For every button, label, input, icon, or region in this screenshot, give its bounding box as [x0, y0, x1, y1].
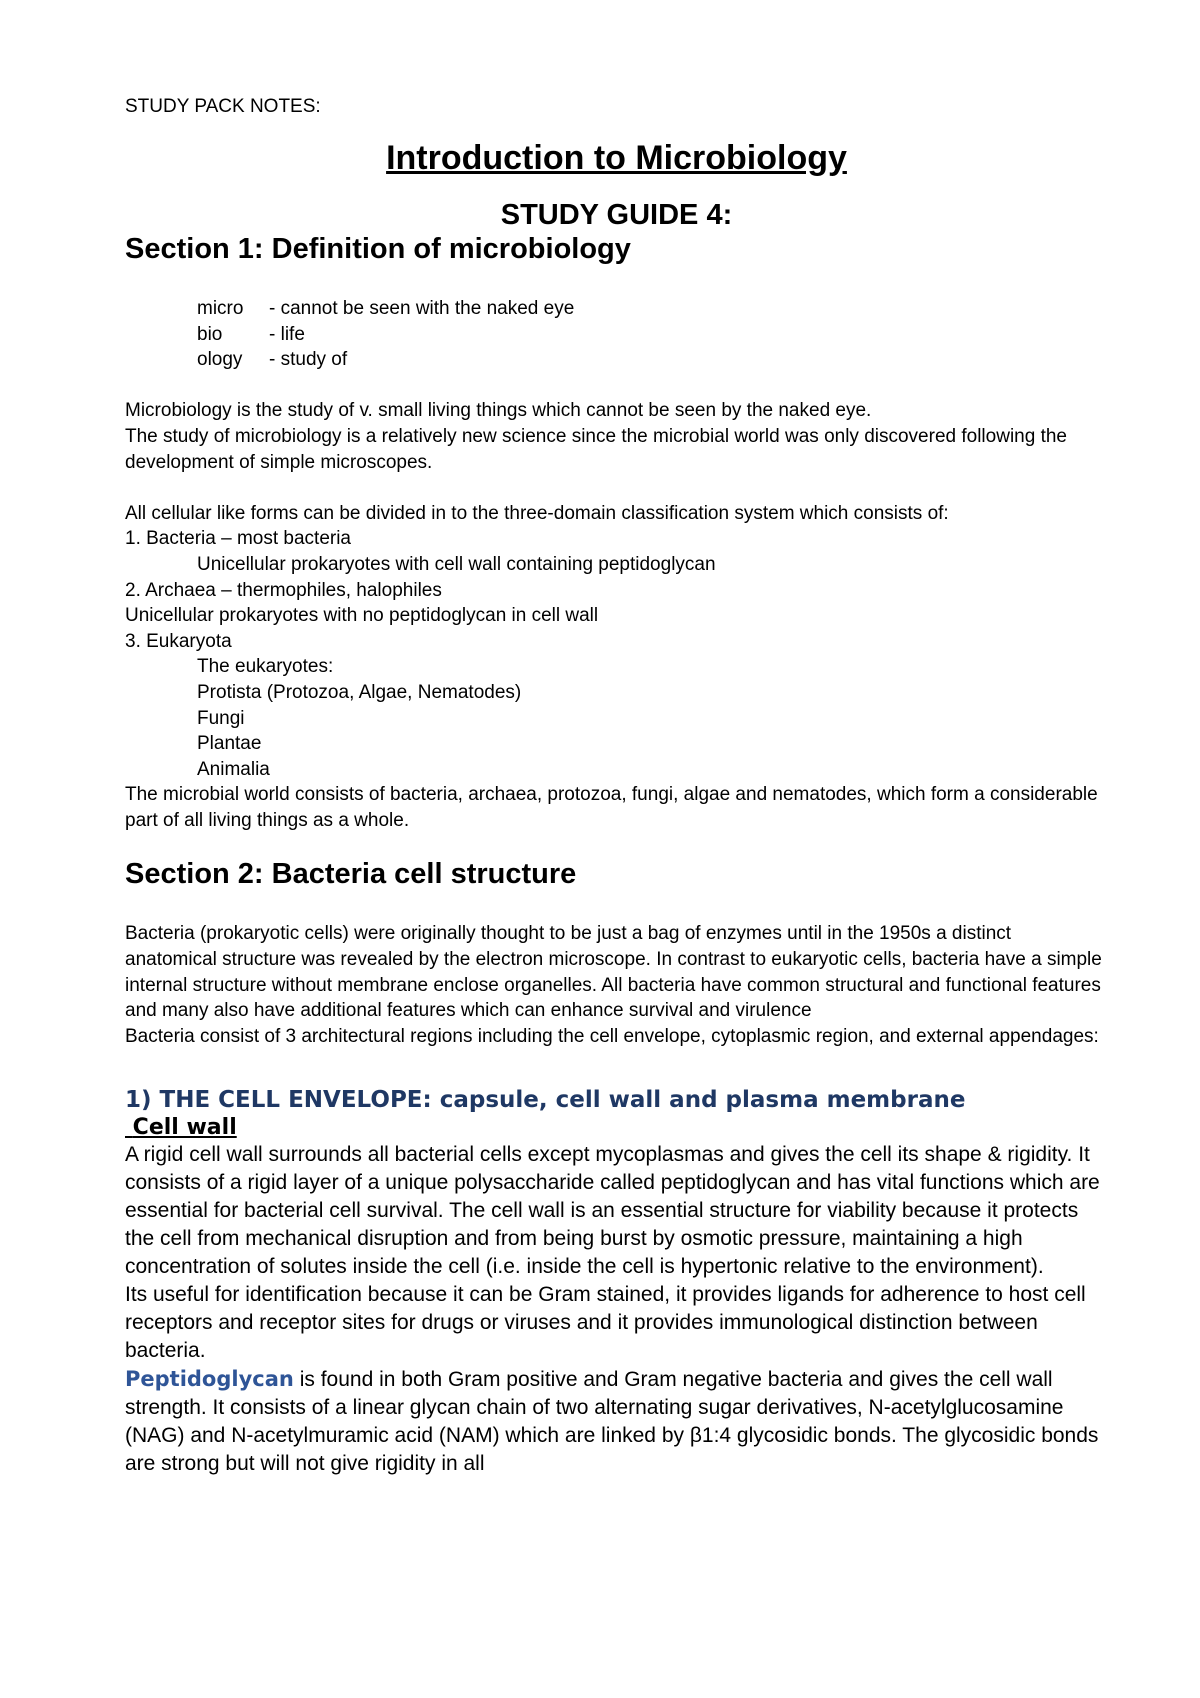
definition-term: ology — [197, 349, 243, 371]
history-paragraph: The study of microbiology is a relatively new science since the microbial world was only discovered following the development of simple microscopes. — [125, 425, 1067, 473]
cell-wall-heading-text: Cell wall — [132, 1115, 237, 1141]
eukaryote-item: The eukaryotes: — [197, 656, 334, 678]
eukaryote-item: Animalia — [197, 758, 270, 780]
study-guide-title: STUDY GUIDE 4: — [500, 199, 733, 231]
domain-archaea: 2. Archaea – thermophiles, halophiles — [125, 579, 442, 601]
definition-meaning: - cannot be seen with the naked eye — [269, 298, 575, 319]
cell-wall-heading — [125, 1115, 1108, 1141]
architecture-paragraph: Bacteria consist of 3 architectural regions including the cell envelope, cytoplasmic region, and external appendages: — [125, 1025, 1099, 1047]
domain-archaea-desc: Unicellular prokaryotes with no peptidoglycan in cell wall — [125, 605, 599, 627]
definition-term: micro — [197, 298, 244, 319]
domain-bacteria-desc: Unicellular prokaryotes with cell wall containing peptidoglycan — [197, 553, 716, 575]
eukaryote-item: Protista (Protozoa, Algae, Nematodes) — [197, 681, 522, 703]
definition-meaning: - life — [269, 323, 305, 345]
definition-row — [125, 322, 1108, 348]
cell-wall-body — [125, 1141, 1108, 1478]
definition-row — [125, 347, 1108, 373]
domain-bacteria: 1. Bacteria – most bacteria — [125, 528, 351, 550]
section-2-heading: Section 2: Bacteria cell structure — [125, 858, 577, 891]
cell-wall-paragraph: A rigid cell wall surrounds all bacterial cells except mycoplasmas and gives the cell its shape & rigidity. It consists of a rigid layer of a unique polysaccharide called peptidoglycan and has vital functions which are essential for bacterial cell survival. The cell wall is an essential structure for viability because it protects the cell from mechanical disruption and from being burst by osmotic pressure, maintaining a high concentration of solutes inside the cell (i.e. inside the cell is hypertonic relative to the environment). — [125, 1143, 1100, 1279]
definition-term: bio — [197, 323, 223, 345]
microbial-world-paragraph: The microbial world consists of bacteria, archaea, protozoa, fungi, algae and nematodes, which form a considerable part of all living things as a whole. — [125, 784, 1098, 831]
section-1-heading: Section 1: Definition of microbiology — [125, 233, 631, 265]
definition-meaning: - study of — [269, 349, 348, 371]
peptidoglycan-text: is found in both Gram positive and Gram negative bacteria and gives the cell wall strength. It consists of a linear glycan chain of two alternating sugar derivatives, N-acetylglucosamine (NAG) and N-acetylmuramic acid (NAM) which are linked by β1:4 glycosidic bonds. The glycosidic bonds are strong but will not give rigidity in all — [125, 1368, 1099, 1476]
definition-paragraph: Microbiology is the study of v. small living things which cannot be seen by the naked eye. — [125, 400, 872, 422]
identification-paragraph: Its useful for identification because it can be Gram stained, it provides ligands for adherence to host cell receptors and receptor sites for drugs or viruses and it provides immunological distinction between bacteria. — [125, 1283, 1086, 1363]
eukaryote-item: Fungi — [197, 707, 245, 729]
peptidoglycan-term: Peptidoglycan — [125, 1367, 294, 1392]
study-pack-label: STUDY PACK NOTES: — [125, 96, 321, 117]
domain-eukaryota: 3. Eukaryota — [125, 630, 232, 652]
cell-envelope-heading: 1) THE CELL ENVELOPE: capsule, cell wall and plasma membrane — [125, 1087, 966, 1114]
peptidoglycan-paragraph — [125, 1365, 1108, 1478]
definition-row — [125, 296, 1108, 322]
eukaryote-item: Plantae — [197, 733, 262, 755]
definition-list — [125, 296, 1108, 373]
bacteria-intro-paragraph: Bacteria (prokaryotic cells) were originally thought to be just a bag of enzymes until in the 1950s a distinct anatomical structure was revealed by the electron microscope. In contrast to eukaryotic cells, bacteria have a simple internal structure without membrane enclose organelles. All bacteria have common structural and functional features and many also have additional features which can enhance survival and virulence — [125, 923, 1102, 1022]
document-title: Introduction to Microbiology — [386, 139, 847, 177]
classification-intro: All cellular like forms can be divided in to the three-domain classification system which consists of: — [125, 502, 949, 524]
